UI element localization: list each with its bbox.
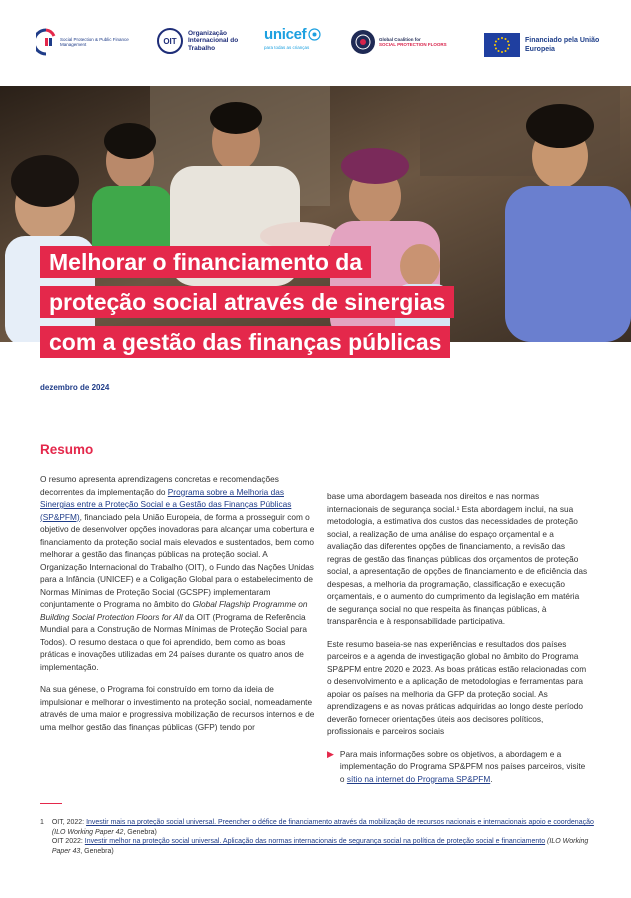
program-website-link[interactable]: sítio na internet do Programa SP&PFM (346, 773, 491, 784)
title-line-3: com a gestão das finanças públicas (40, 326, 450, 358)
eu-star (494, 44, 496, 46)
logo-bar (0, 0, 631, 86)
sp-pfm-icon (36, 28, 56, 56)
eu-flag-icon (484, 33, 520, 57)
eu-logo (484, 33, 615, 57)
eu-star (507, 41, 509, 43)
ilo-label: Organização Internacional do Trabalho (188, 29, 239, 52)
report-title (40, 246, 454, 366)
eu-star (501, 51, 503, 53)
eu-star (507, 48, 509, 50)
sp-pfm-label: Social Protection & Public Finance Management (60, 36, 129, 47)
unicef-logo (264, 26, 321, 50)
eu-star (505, 50, 507, 52)
eu-star (498, 50, 500, 52)
eu-star (505, 38, 507, 40)
unicef-tagline: para todas as crianças (264, 45, 310, 50)
program-link[interactable]: Programa sobre a Melhoria das Sinergias entre a Proteção Social e a Gestão das Finanças Públicas (SP&PFM) (40, 486, 292, 522)
paragraph: O resumo apresenta aprendizagens concretas e recomendações decorrentes da implementação do Programa sobre a Melhoria das Sinergias entre a Proteção Social e a Gestão das Finanças Públicas (SP&PFM), financiado pela União Europeia, de forma a prosseguir com o objetivo de desenvolver opções inovadoras para alcançar uma cobertura e financiamento da proteção social mais elevados e sustentados, bem como melhorar a gestão das finanças públicas na proteção social. A Organização Internacional do Trabalho (OIT), o Fundo das Nações Unidas para a Infância (UNICEF) e a Coligação Global para o estabelecimento de Normas Mínimas de Proteção Social (GCSPF) implementaram conjuntamente o Programa no âmbito do Global Flagship Programme on Building Social Protection Floors for All da OIT (Programa de Referência Mundial para a Construção de Normas Mínimas de Proteção Social para Todos). O resumo destaca o que foi aprendido, bem como as boas práticas e inovações utilizadas em 24 países durante os quatro anos de implementação. (40, 474, 315, 672)
eu-star (498, 38, 500, 40)
ilo-logo (157, 28, 248, 54)
footnote-link-2[interactable]: Investir melhor na proteção social universal. Aplicação das normas internacionais de segurança social na política de proteção social e financiamento (84, 838, 546, 845)
more-info-callout: ▶ Para mais informações sobre os objetivos, a abordagem e a implementação do Programa SP&PFM nos países parceiros, visite o sítio na internet do Programa SP&PFM. (327, 748, 586, 784)
right-column (327, 490, 590, 785)
footnote (40, 818, 600, 856)
ilo-emblem-icon: OIT (157, 28, 183, 54)
title-line-1: Melhorar o financiamento da (40, 246, 371, 278)
paragraph: Na sua génese, o Programa foi construído em torno da ideia de impulsionar e melhorar o investimento na proteção social, nomeadamente através de uma maior e progressiva mobilização de recursos internos e de uma melhor gestão das finanças públicas (GFP) tendo por (40, 684, 315, 732)
footnote-ref-1: OIT, 2022: Investir mais na proteção social universal. Preencher o défice de financiamento através da mobilização de recursos nacionais e internacionais apoio e coordenação (ILO Working Paper 42, Genebra) (51, 819, 594, 836)
footnote-ref-2: OIT 2022: Investir melhor na proteção social universal. Aplicação das normas internacionais de segurança social na política de proteção social e financiamento (ILO Working Paper 43, Genebra) (51, 838, 589, 855)
eu-star (495, 41, 497, 43)
unicef-wordmark: unicef (264, 26, 307, 43)
triangle-bullet-icon: ▶ (327, 748, 334, 759)
gcspf-logo (351, 30, 479, 54)
paragraph: Este resumo baseia-se nas experiências e resultados dos países parceiros e a agenda de investigação global no âmbito do Programa SP&PFM entre 2020 e 2023. As boas práticas estão relacionadas com o desenvolvimento e a aplicação de metodologias e ferramentas para apoiar os países na melhoria da GFP da proteção social. As aprendizagens e as novas práticas adquiridas ao longo deste período deverão fornecer orientações úteis aos decisores políticos, profissionais e parceiros sociais (327, 638, 587, 736)
footnote-link-1[interactable]: Investir mais na proteção social universal. Preencher o défice de financiamento através da mobilização de recursos nacionais e internacionais apoio e coordenação (86, 819, 594, 826)
title-line-2: proteção social através de sinergias (40, 286, 454, 318)
unicef-globe-icon (308, 28, 321, 41)
eu-star (508, 44, 510, 46)
sp-pfm-logo (36, 28, 150, 56)
left-column (40, 473, 316, 743)
gcspf-globe-icon (351, 30, 375, 54)
eu-funding-label: Financiado pela União Europeia (525, 37, 600, 53)
publication-date: dezembro de 2024 (40, 383, 110, 392)
eu-star (495, 48, 497, 50)
footnote-divider (40, 803, 62, 804)
eu-star (501, 37, 503, 39)
gcspf-label: Global Coalition for SOCIAL PROTECTION FLOORS (379, 36, 447, 47)
paragraph: base uma abordagem baseada nos direitos e nas normas internacionais de segurança social.¹ Esta abordagem inclui, na sua metodologia, a estimativa dos custos das necessidades de proteção social, a realização de uma análise do espaço orçamental e a avaliação das diferentes opções de financiamento, a revisão das regras de gestão das finanças públicas dos orçamentos de proteção social, a apresentação de opções de financiamento e de eficiência das despesas, a melhoria da programação, classificação e execução orçamentais, e o aumento do cumprimento da legislação em matéria de segurança social no que respeita às finanças públicas, à transparência e à responsabilidade participativa. (327, 491, 588, 626)
section-heading: Resumo (40, 442, 94, 457)
footnote-number: 1 (40, 819, 44, 826)
